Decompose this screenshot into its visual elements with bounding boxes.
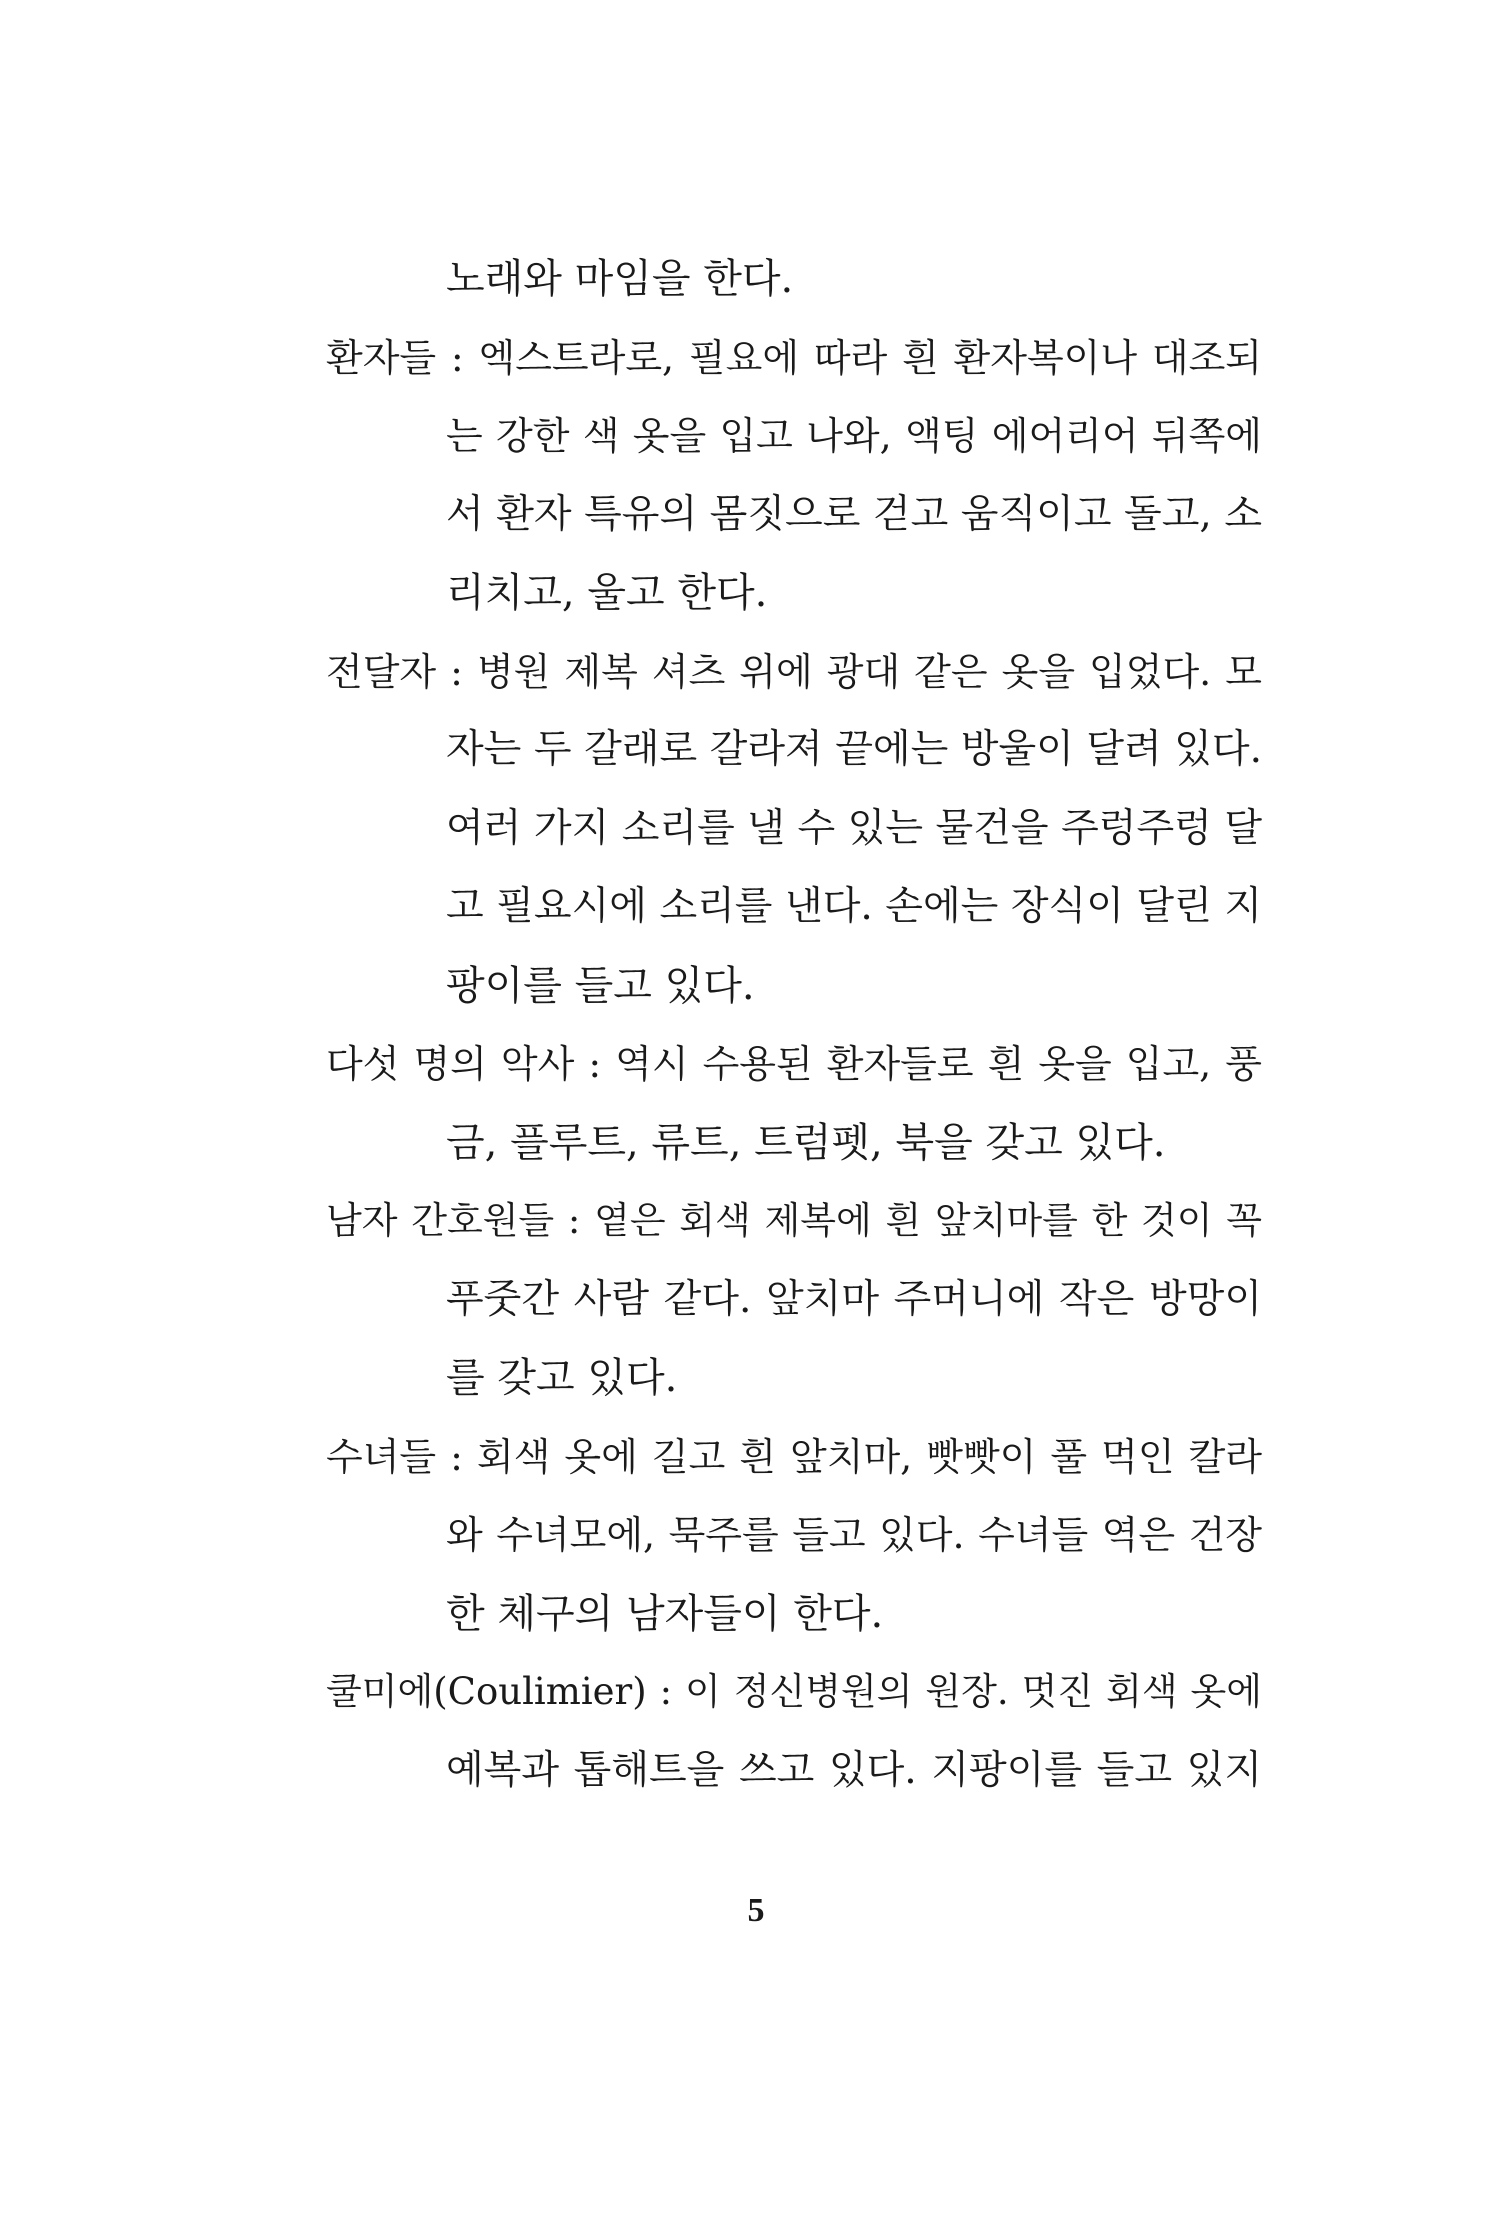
text-line-continuation: 예복과 톱해트을 쓰고 있다. 지팡이를 들고 있지 <box>446 1747 1262 1793</box>
text-line-continuation: 를 갖고 있다. <box>446 1355 678 1401</box>
text-line-continuation: 여러 가지 소리를 낼 수 있는 물건을 주렁주렁 달 <box>446 805 1262 851</box>
text-line-entry: 환자들 : 엑스트라로, 필요에 따라 흰 환자복이나 대조되 <box>326 335 1262 380</box>
text-line-continuation: 는 강한 색 옷을 입고 나와, 액팅 에어리어 뒤쪽에 <box>446 414 1262 458</box>
body-text <box>326 240 1262 1810</box>
text-line-continuation: 노래와 마임을 한다. <box>446 256 794 302</box>
page-number: 5 <box>747 1892 765 1929</box>
text-line-entry: 남자 간호원들 : 옅은 회색 제복에 흰 앞치마를 한 것이 꼭 <box>326 1199 1262 1242</box>
text-line-entry: 전달자 : 병원 제복 셔츠 위에 광대 같은 옷을 입었다. 모 <box>326 649 1262 694</box>
text-line-continuation: 한 체구의 남자들이 한다. <box>446 1590 884 1637</box>
text-line-continuation: 와 수녀모에, 묵주를 들고 있다. 수녀들 역은 건장 <box>446 1513 1262 1557</box>
text-line-entry: 다섯 명의 악사 : 역시 수용된 환자들로 흰 옷을 입고, 풍 <box>326 1042 1262 1086</box>
text-line-continuation: 푸줏간 사람 같다. 앞치마 주머니에 작은 방망이 <box>446 1276 1262 1322</box>
text-line-continuation: 팡이를 들고 있다. <box>446 962 755 1009</box>
text-line-continuation: 리치고, 울고 한다. <box>446 570 768 616</box>
text-line-continuation: 서 환자 특유의 몸짓으로 걷고 움직이고 돌고, 소 <box>446 491 1262 537</box>
text-line-entry: 수녀들 : 회색 옷에 길고 흰 앞치마, 빳빳이 풀 먹인 칼라 <box>326 1434 1262 1479</box>
text-line-continuation: 금, 플루트, 류트, 트럼펫, 북을 갖고 있다. <box>446 1119 1166 1166</box>
text-line-continuation: 고 필요시에 소리를 낸다. 손에는 장식이 달린 지 <box>446 884 1262 929</box>
text-line-continuation: 자는 두 갈래로 갈라져 끝에는 방울이 달려 있다. <box>446 727 1262 772</box>
text-line-entry: 쿨미에(Coulimier) : 이 정신병원의 원장. 멋진 회색 옷에 <box>326 1670 1262 1713</box>
